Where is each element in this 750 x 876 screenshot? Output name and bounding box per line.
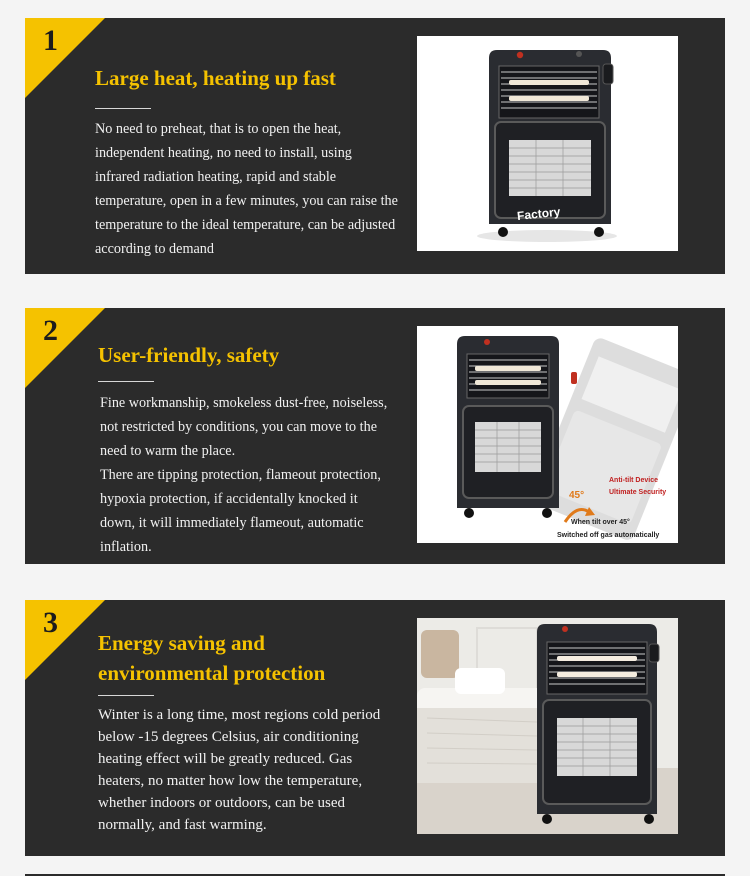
tilt-angle: 45° <box>569 490 585 501</box>
section-number: 1 <box>43 24 58 57</box>
heater-illustration <box>417 36 678 251</box>
title-divider <box>95 108 151 109</box>
title-line: Energy saving and <box>98 631 265 655</box>
section-title: Large heat, heating up fast <box>95 66 336 90</box>
section-number: 2 <box>43 314 58 347</box>
feature-card-1 <box>25 18 725 274</box>
feature-card-3 <box>25 600 725 856</box>
gas-caption: Switched off gas automatically <box>557 532 660 539</box>
product-image <box>417 326 678 543</box>
factory-badge: Factory <box>516 204 561 224</box>
product-image <box>417 618 678 834</box>
section-title: User-friendly, safety <box>98 343 280 367</box>
security-label: Ultimate Security <box>609 489 667 496</box>
section-body <box>100 391 390 559</box>
section-body: Winter is a long time, most regions cold period below -15 degrees Celsius, air conditioning heating effect will be greatly reduced. Gas heaters, no matter how low the temperature, whether indoors or outdoors, can be used normally, and fast warming. <box>98 707 381 833</box>
room-scene-illustration <box>417 618 678 834</box>
title-divider <box>98 695 154 696</box>
corner-badge <box>25 18 105 98</box>
tilt-caption: When tilt over 45° <box>571 519 630 526</box>
body-paragraph: There are tipping protection, flameout protection, hypoxia protection, if accidentally knocked it down, it will immediately flameout, automatic inflation. <box>100 467 381 555</box>
corner-badge <box>25 308 105 388</box>
product-image <box>417 36 678 251</box>
anti-tilt-label: Anti-tilt Device <box>609 477 659 484</box>
section-number: 3 <box>43 606 58 639</box>
title-divider <box>98 381 154 382</box>
section-body: No need to preheat, that is to open the heat, independent heating, no need to install, using infrared radiation heating, rapid and stable temperature, open in a few minutes, you can raise the temperature to the ideal temperature, can be adjusted according to demand <box>95 121 398 257</box>
body-paragraph: Fine workmanship, smokeless dust-free, noiseless, not restricted by conditions, you can move to the need to warm the place. <box>100 395 388 459</box>
feature-card-2 <box>25 308 725 564</box>
corner-badge <box>25 600 105 680</box>
title-line: environmental protection <box>98 661 326 685</box>
section-title <box>98 628 325 688</box>
anti-tilt-illustration <box>417 326 678 543</box>
